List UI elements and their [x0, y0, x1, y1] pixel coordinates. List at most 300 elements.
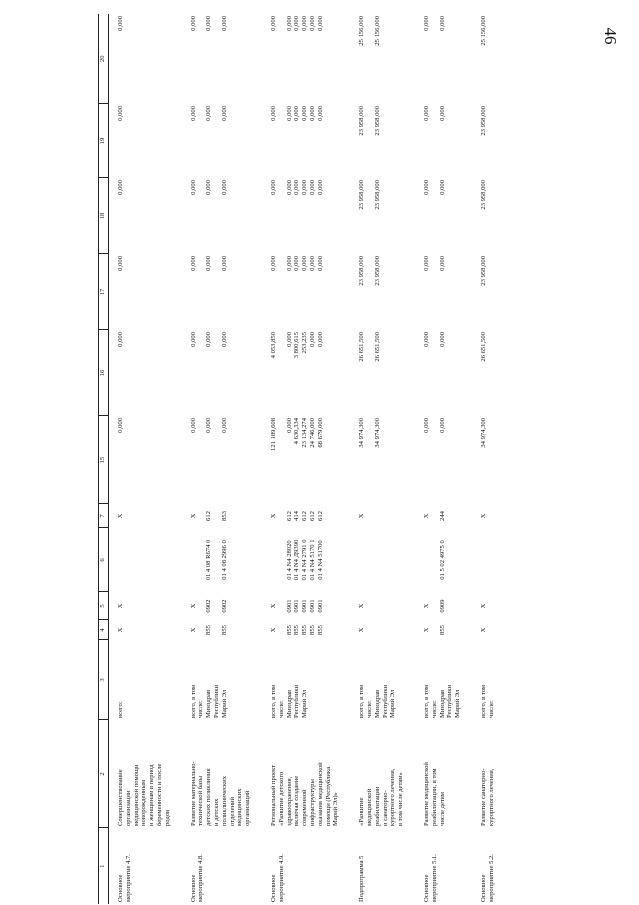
cell-line: 26 651,500: [373, 332, 381, 362]
cell-line: 23 958,000: [358, 256, 366, 286]
column-header-7: 7: [99, 504, 109, 528]
cell-line: оказания медицинской: [316, 762, 324, 826]
cell-line: Основное: [269, 874, 277, 902]
cell-line: 0,000: [308, 256, 316, 271]
cell-line: 0,000: [220, 256, 228, 271]
table-row: [472, 14, 506, 904]
cell-line: 23 134,274: [301, 418, 309, 448]
cell-c7: [109, 504, 182, 528]
cell-c6: [472, 528, 506, 592]
cell-line: реабилитации: [373, 786, 381, 826]
cell-line: [278, 418, 286, 502]
cell-line: 0,000: [117, 106, 124, 121]
cell-line: [278, 594, 286, 618]
cell-line: [431, 332, 439, 414]
cell-line: мероприятие 5.2.: [487, 854, 495, 902]
cell-line: 414: [293, 511, 301, 521]
cell-c6: [182, 528, 262, 592]
cell-line: технической базы: [197, 775, 205, 826]
cell-line: Минздрав: [205, 689, 213, 718]
cell-c17: [262, 254, 350, 330]
cell-line: X: [422, 627, 430, 633]
cell-line: X: [479, 513, 487, 519]
table-row: [182, 14, 262, 904]
cell-line: 253,235: [301, 332, 309, 354]
cell-line: 0,000: [205, 180, 213, 195]
cell-line: 0,000: [189, 106, 197, 121]
cell-c19: [472, 104, 506, 178]
cell-c15: [472, 416, 506, 504]
cell-line: и женщинам в период: [148, 764, 156, 826]
cell-line: 0,000: [205, 106, 213, 121]
cell-line: Основное: [479, 874, 487, 902]
cell-line: и санаторно-: [381, 790, 389, 826]
cell-line: 0,000: [117, 332, 124, 347]
cell-line: 612: [308, 511, 316, 521]
cell-line: 23 958,000: [479, 180, 487, 210]
cell-line: [197, 506, 205, 526]
cell-c20: [415, 14, 472, 104]
cell-line: [366, 256, 374, 328]
cell-c19: [262, 104, 350, 178]
cell-line: X: [358, 627, 366, 633]
cell-line: [423, 530, 431, 590]
cell-line: [197, 256, 205, 328]
cell-c20: [109, 14, 182, 104]
cell-line: 0901: [293, 599, 301, 613]
cell-line: мероприятие 4.7.: [124, 854, 132, 902]
cell-line: 0,000: [220, 418, 228, 433]
cell-c6: [109, 528, 182, 592]
cell-line: 01 4 08 R674 0: [205, 539, 213, 581]
column-header-15: 15: [99, 416, 109, 504]
cell-line: 0902: [220, 599, 228, 613]
cell-line: 0,000: [285, 256, 293, 271]
cell-line: Минздрав: [285, 689, 293, 718]
cell-line: 24 746,000: [308, 418, 316, 448]
cell-c16: [262, 330, 350, 416]
cell-line: X: [269, 603, 277, 609]
cell-line: 0,000: [438, 106, 446, 121]
cell-c18: [262, 178, 350, 254]
cell-line: 0,000: [269, 180, 277, 195]
cell-line: 26 651,500: [479, 332, 487, 362]
cell-c16: [182, 330, 262, 416]
cell-line: 121 189,608: [269, 418, 277, 451]
cell-line: 0,000: [285, 106, 293, 121]
cell-c3: [472, 640, 506, 720]
cell-c5: [182, 592, 262, 620]
cell-line: всего:: [117, 701, 124, 718]
cell-line: 23 958,000: [358, 180, 366, 210]
cell-line: [197, 418, 205, 502]
cell-line: Развитие санаторно-: [479, 768, 487, 826]
table-row: [415, 14, 472, 904]
cell-line: Марий Эл: [454, 689, 462, 718]
cell-line: инфраструктуры: [308, 779, 316, 826]
cell-line: 0,000: [422, 106, 430, 121]
cell-line: [431, 418, 439, 502]
cell-line: [278, 622, 286, 638]
cell-line: 0,000: [117, 418, 124, 433]
cell-line: [431, 506, 439, 526]
cell-line: всего, в том: [479, 684, 487, 718]
cell-line: [213, 594, 221, 618]
cell-line: 23 958,000: [479, 106, 487, 136]
cell-c2: [182, 720, 262, 828]
cell-line: [431, 16, 439, 102]
column-header-4: 4: [99, 620, 109, 640]
cell-line: 0,000: [308, 332, 316, 347]
cell-line: 0902: [205, 599, 213, 613]
cell-line: Республики: [446, 684, 454, 718]
cell-line: 0901: [308, 599, 316, 613]
cell-line: [213, 506, 221, 526]
table-row: [109, 14, 182, 904]
column-header-20: 20: [99, 14, 109, 104]
cell-line: 0,000: [422, 256, 430, 271]
cell-line: 68 679,000: [316, 418, 324, 448]
cell-c7: [415, 504, 472, 528]
cell-line: и детских: [212, 798, 220, 826]
cell-c5: [262, 592, 350, 620]
cell-line: 0,000: [293, 180, 301, 195]
table-row: [350, 14, 415, 904]
cell-line: медицинской: [365, 788, 373, 826]
cell-line: 0,000: [422, 180, 430, 195]
cell-line: Основное: [117, 874, 124, 902]
cell-line: 4 053,850: [269, 332, 277, 359]
cell-c3: [415, 640, 472, 720]
cell-line: 0,000: [117, 180, 124, 195]
cell-line: [213, 256, 221, 328]
cell-line: Республики: [293, 684, 301, 718]
column-header-18: 18: [99, 178, 109, 254]
cell-line: 612: [285, 511, 293, 521]
cell-line: Минздрав: [438, 689, 446, 718]
cell-c1: [262, 828, 350, 904]
cell-c1: [472, 828, 506, 904]
cell-line: числе детям: [438, 792, 446, 826]
cell-c18: [415, 178, 472, 254]
rotated-table-container: [98, 16, 633, 904]
cell-line: [366, 180, 374, 252]
cell-line: 244: [438, 511, 446, 521]
cell-line: всего, в том: [358, 684, 366, 718]
cell-line: 0,000: [438, 332, 446, 347]
cell-line: числе:: [430, 700, 438, 718]
cell-line: 0901: [285, 599, 293, 613]
cell-line: 0,000: [293, 106, 301, 121]
cell-line: [270, 530, 278, 590]
cell-line: Республики: [381, 684, 389, 718]
cell-line: 4 630,334: [293, 418, 301, 445]
cell-c18: [109, 178, 182, 254]
cell-c7: [472, 504, 506, 528]
cell-line: X: [189, 603, 197, 609]
cell-line: всего, в том: [269, 684, 277, 718]
cell-c20: [472, 14, 506, 104]
cell-line: 0,000: [269, 106, 277, 121]
cell-line: 0901: [301, 599, 309, 613]
cell-line: 01 4 N4 5170 1: [308, 539, 316, 581]
cell-line: всего, в том: [422, 684, 430, 718]
cell-line: X: [479, 627, 487, 633]
cell-c17: [109, 254, 182, 330]
cell-line: 23 958,000: [358, 106, 366, 136]
cell-line: [197, 622, 205, 638]
column-header-6: 6: [99, 528, 109, 592]
cell-line: [431, 622, 439, 638]
cell-line: беременности и после: [155, 763, 163, 826]
cell-c2: [350, 720, 415, 828]
cell-line: 01 4 08 2996 0: [220, 540, 228, 580]
cell-c15: [350, 416, 415, 504]
cell-line: [117, 530, 125, 590]
cell-line: 01 5 02 4975 0: [438, 540, 446, 580]
cell-line: 855: [205, 625, 213, 635]
cell-line: Марий Эл: [389, 689, 397, 718]
cell-line: [213, 418, 221, 502]
cell-c19: [350, 104, 415, 178]
table-row: [262, 14, 350, 904]
cell-line: X: [269, 513, 277, 519]
cell-line: 23 958,000: [373, 106, 381, 136]
cell-line: числе:: [487, 700, 495, 718]
cell-c4: [262, 620, 350, 640]
cell-line: организации: [124, 790, 132, 826]
cell-line: 0,000: [422, 16, 430, 31]
cell-line: 0,000: [220, 16, 228, 31]
column-header-19: 19: [99, 104, 109, 178]
cell-c17: [472, 254, 506, 330]
cell-line: [366, 332, 374, 414]
cell-line: 23 958,000: [479, 256, 487, 286]
cell-line: реабилитации, в том: [430, 768, 438, 826]
cell-c1: [415, 828, 472, 904]
cell-line: Марий Эл: [220, 689, 228, 718]
cell-c3: [109, 640, 182, 720]
cell-c1: [109, 828, 182, 904]
cell-line: 855: [293, 625, 301, 635]
cell-line: [278, 332, 286, 414]
cell-c3: [262, 640, 350, 720]
cell-line: 0,000: [205, 418, 213, 433]
cell-line: в том числе детям»: [397, 772, 405, 826]
cell-line: медицинских: [236, 788, 244, 826]
cell-line: 0,000: [205, 16, 213, 31]
cell-c4: [182, 620, 262, 640]
cell-line: 0,000: [220, 106, 228, 121]
cell-line: родов: [163, 809, 171, 826]
cell-line: [197, 180, 205, 252]
cell-line: [431, 256, 439, 328]
cell-line: 25 156,000: [358, 16, 366, 46]
cell-line: курортного лечения,: [487, 768, 495, 826]
cell-line: 0,000: [117, 256, 124, 271]
cell-line: X: [422, 603, 430, 609]
cell-line: Основное: [189, 874, 197, 902]
cell-line: 34 974,300: [479, 418, 487, 448]
cell-line: [431, 530, 439, 590]
cell-line: 0,000: [293, 256, 301, 271]
cell-line: 612: [205, 511, 213, 521]
cell-line: 3 800,615: [293, 332, 301, 359]
cell-line: 0,000: [205, 332, 213, 347]
cell-line: Марий Эл: [301, 689, 309, 718]
cell-line: X: [117, 603, 124, 609]
cell-line: Основное: [422, 874, 430, 902]
cell-line: 0,000: [438, 180, 446, 195]
cell-line: [278, 256, 286, 328]
cell-line: X: [117, 513, 124, 519]
cell-line: X: [422, 513, 430, 519]
cell-line: [197, 16, 205, 102]
cell-line: [213, 16, 221, 102]
cell-line: 0,000: [438, 256, 446, 271]
cell-c5: [109, 592, 182, 620]
cell-c7: [350, 504, 415, 528]
cell-line: Совершенствование: [117, 769, 124, 826]
cell-line: 0,000: [316, 256, 324, 271]
cell-c17: [350, 254, 415, 330]
cell-line: 01 4 N4 28020: [285, 540, 293, 580]
cell-line: 0,000: [308, 16, 316, 31]
cell-c17: [415, 254, 472, 330]
cell-line: 0,000: [269, 256, 277, 271]
cell-c4: [350, 620, 415, 640]
cell-c18: [182, 178, 262, 254]
cell-line: [366, 16, 374, 102]
cell-c7: [182, 504, 262, 528]
cell-line: Региональный проект: [269, 764, 277, 826]
cell-line: числе:: [197, 700, 205, 718]
cell-line: [197, 332, 205, 414]
cell-line: 855: [438, 625, 446, 635]
cell-line: [278, 180, 286, 252]
cell-line: [213, 106, 221, 176]
cell-line: [358, 530, 366, 590]
cell-line: 26 651,500: [358, 332, 366, 362]
column-header-3: 3: [99, 640, 109, 720]
cell-line: 0,000: [205, 256, 213, 271]
cell-line: отделений: [228, 796, 236, 826]
cell-line: [366, 418, 374, 502]
cell-c4: [415, 620, 472, 640]
cell-c2: [415, 720, 472, 828]
page-number: 46: [601, 27, 620, 45]
cell-line: 0,000: [189, 16, 197, 31]
cell-line: X: [358, 603, 366, 609]
cell-c2: [472, 720, 506, 828]
cell-line: [213, 332, 221, 414]
cell-line: [278, 506, 286, 526]
cell-line: 0,000: [301, 256, 309, 271]
cell-line: Марий Эл)»: [332, 792, 340, 826]
cell-line: 0,000: [269, 16, 277, 31]
cell-line: 0901: [316, 599, 324, 613]
cell-line: всего, в том: [189, 684, 197, 718]
cell-line: 0,000: [285, 180, 293, 195]
cell-line: 0,000: [189, 332, 197, 347]
cell-line: [213, 180, 221, 252]
cell-line: [197, 530, 205, 590]
cell-line: 01 4 N4 2791 0: [301, 539, 309, 581]
cell-c1: [350, 828, 415, 904]
cell-line: 0,000: [285, 418, 293, 433]
cell-line: 0,000: [220, 180, 228, 195]
cell-line: мероприятие 4.9.: [277, 854, 285, 902]
cell-line: [431, 594, 439, 618]
cell-c7: [262, 504, 350, 528]
cell-line: 25 156,000: [479, 16, 487, 46]
cell-line: 0,000: [189, 180, 197, 195]
cell-c19: [415, 104, 472, 178]
cell-line: 0,000: [308, 180, 316, 195]
cell-c16: [350, 330, 415, 416]
cell-line: X: [117, 627, 124, 633]
cell-line: 612: [301, 511, 309, 521]
cell-line: 0,000: [438, 16, 446, 31]
cell-line: [366, 106, 374, 176]
column-header-17: 17: [99, 254, 109, 330]
cell-c19: [182, 104, 262, 178]
cell-line: 01 4 N4 Д9390: [293, 539, 301, 581]
cell-line: [278, 16, 286, 102]
cell-line: «Развитие детского: [277, 771, 285, 826]
cell-line: Подпрограмма 5: [358, 855, 366, 902]
cell-line: 0,000: [285, 16, 293, 31]
cell-line: 01 4 N4 51700: [316, 540, 324, 580]
cell-c6: [350, 528, 415, 592]
cell-line: 855: [301, 625, 309, 635]
cell-line: 855: [308, 625, 316, 635]
column-header-16: 16: [99, 330, 109, 416]
cell-line: поликлинических: [220, 775, 228, 826]
cell-line: современной: [301, 789, 309, 826]
cell-c4: [109, 620, 182, 640]
cell-line: курортного лечения,: [389, 768, 397, 826]
cell-line: 34 974,300: [373, 418, 381, 448]
cell-line: мероприятие 4.8.: [197, 854, 205, 902]
cell-line: [213, 530, 221, 590]
cell-line: 855: [285, 625, 293, 635]
cell-line: 0,000: [438, 418, 446, 433]
cell-line: 25 156,000: [373, 16, 381, 46]
cell-line: новорожденным: [140, 779, 148, 826]
table-body: [109, 14, 506, 904]
cell-line: 23 958,000: [373, 180, 381, 210]
cell-line: 0,000: [293, 16, 301, 31]
header-row: [99, 14, 109, 904]
cell-c17: [182, 254, 262, 330]
cell-line: 0,000: [422, 332, 430, 347]
cell-c20: [182, 14, 262, 104]
cell-line: Республики: [212, 684, 220, 718]
cell-c3: [182, 640, 262, 720]
cell-line: Развитие материально-: [189, 761, 197, 826]
cell-c18: [350, 178, 415, 254]
cell-line: 0909: [438, 599, 446, 613]
cell-line: 0,000: [316, 180, 324, 195]
cell-line: организаций: [244, 790, 252, 826]
cell-line: 0,000: [316, 16, 324, 31]
cell-line: 0,000: [285, 332, 293, 347]
cell-c6: [262, 528, 350, 592]
cell-line: 0,000: [308, 106, 316, 121]
cell-c2: [262, 720, 350, 828]
cell-line: 853: [220, 511, 228, 521]
